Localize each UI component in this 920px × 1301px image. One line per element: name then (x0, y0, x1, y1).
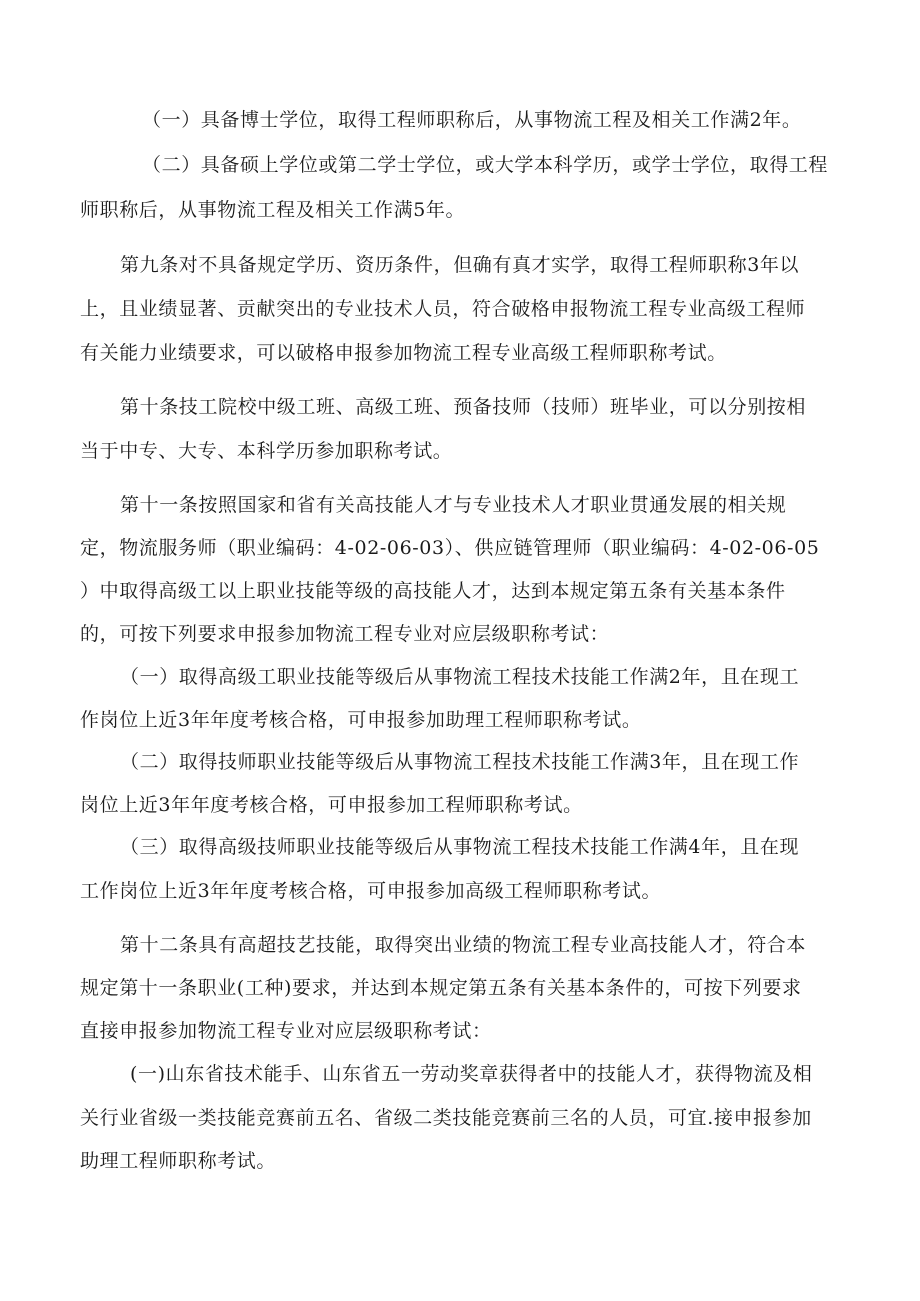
text-line: 第十一条按照国家和省有关高技能人才与专业技术人才职业贯通发展的相关规 (120, 494, 787, 516)
text-line: 的，可按下列要求申报参加物流工程专业对应层级职称考试： (80, 623, 610, 645)
text-line: （二）具备硕上学位或第二学士学位，或大学本科学历，或学士学位，取得工程 (142, 154, 829, 176)
text-line: 关行业省级一类技能竞赛前五名、省级二类技能竞赛前三名的人员，可宜.接申报参加 (80, 1107, 812, 1129)
text-line: 岗位上近3年年度考核合格，可申报参加工程师职称考试。 (80, 794, 583, 816)
text-line: （二）取得技师职业技能等级后从事物流工程技术技能工作满3年，且在现工作 (120, 751, 800, 773)
text-line: 直接申报参加物流工程专业对应层级职称考试： (80, 1020, 492, 1042)
text-line: 上，且业绩显著、贡献突出的专业技术人员，符合破格申报物流工程专业高级工程师 (80, 298, 806, 320)
text-line: ）中取得高级工以上职业技能等级的高技能人才，达到本规定第五条有关基本条件 (80, 580, 786, 602)
text-line: 工作岗位上近3年年度考核合格，可申报参加高级工程师职称考试。 (80, 880, 662, 902)
text-line: (一)山东省技术能手、山东省五一劳动奖章获得者中的技能人才，获得物流及相 (130, 1063, 813, 1085)
text-line: 定，物流服务师（职业编码：4-02-06-03）、供应链管理师（职业编码：4-02-06-05 (80, 537, 820, 559)
text-line: （三）取得高级技师职业技能等级后从事物流工程技术技能工作满4年，且在现 (120, 836, 800, 858)
text-line: 师职称后，从事物流工程及相关工作满5年。 (80, 199, 466, 221)
text-line: 第十二条具有高超技艺技能，取得突出业绩的物流工程专业高技能人才，符合本 (120, 934, 807, 956)
text-line: （一）具备博士学位，取得工程师职称后，从事物流工程及相关工作满2年。 (142, 109, 802, 131)
text-line: （一）取得高级工职业技能等级后从事物流工程技术技能工作满2年，且在现工 (120, 666, 800, 688)
text-line: 第十条技工院校中级工班、高级工班、预备技师（技师）班毕业，可以分别按相 (120, 396, 807, 418)
text-line: 第九条对不具备规定学历、资历条件，但确有真才实学，取得工程师职称3年以 (120, 254, 800, 276)
text-line: 当于中专、大专、本科学历参加职称考试。 (80, 440, 453, 462)
text-line: 作岗位上近3年年度考核合格，可申报参加助理工程师职称考试。 (80, 709, 642, 731)
text-line: 规定第十一条职业(工种)要求，并达到本规定第五条有关基本条件的，可按下列要求 (80, 977, 802, 999)
text-line: 有关能力业绩要求，可以破格申报参加物流工程专业高级工程师职称考试。 (80, 342, 727, 364)
text-line: 助理工程师职称考试。 (80, 1150, 277, 1172)
